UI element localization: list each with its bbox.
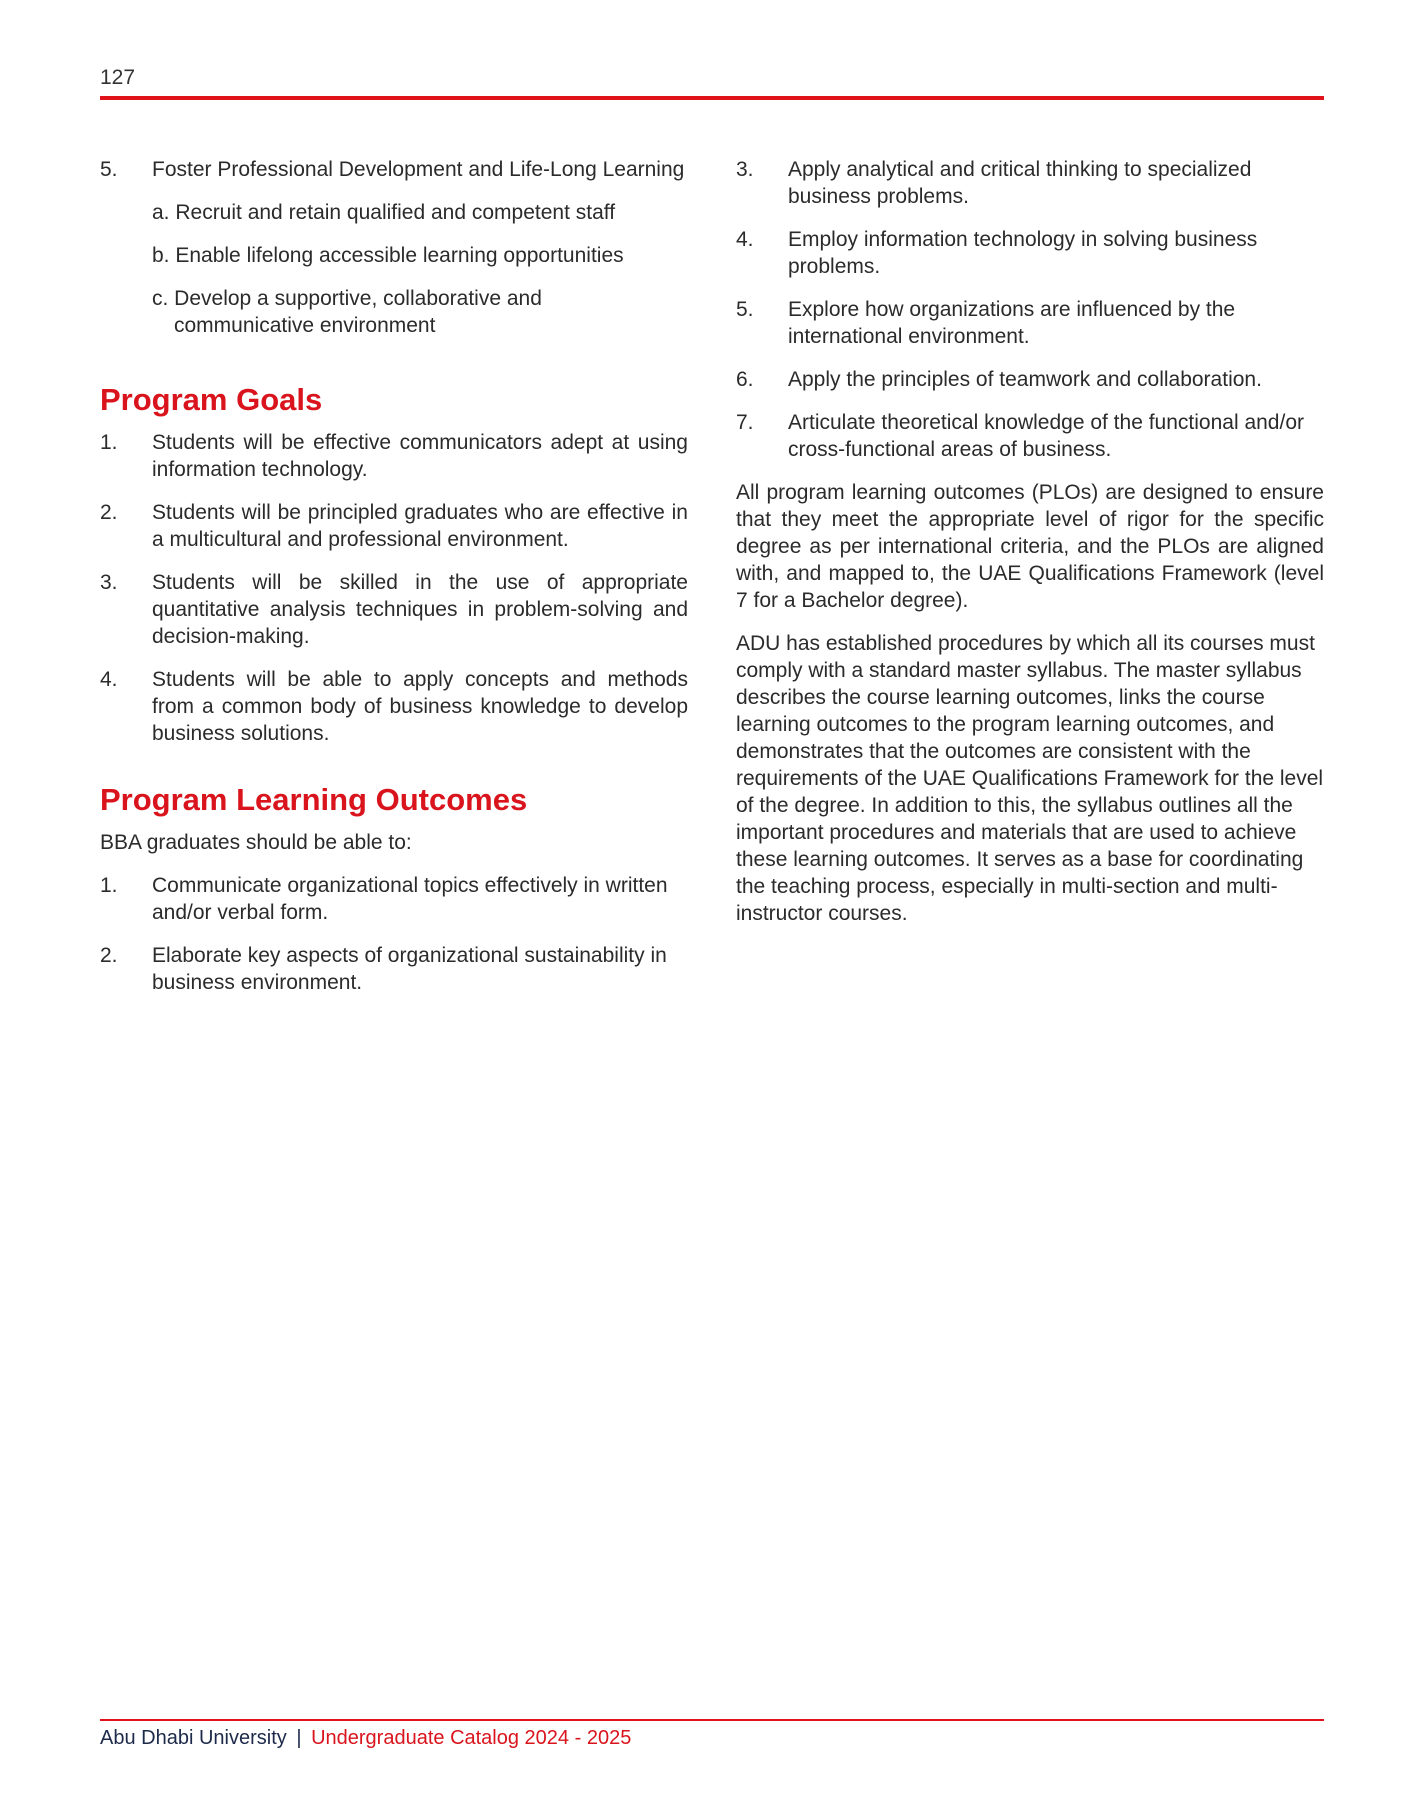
list-number: 1. — [100, 431, 118, 454]
mission-subitem-c: c. Develop a supportive, collaborative and communicative environment — [152, 287, 542, 337]
list-number: 4. — [100, 668, 118, 691]
list-text: Students will be skilled in the use of appropriate quantitative analysis techniques in problem-solving and decision-making. — [152, 571, 688, 648]
list-number: 2. — [100, 501, 118, 524]
list-text: Students will be principled graduates who are effective in a multicultural and professional environment. — [152, 501, 688, 551]
list-number: 3. — [736, 158, 754, 181]
mission-subitem-b: b. Enable lifelong accessible learning opportunities — [152, 244, 624, 267]
footer-separator: | — [296, 1727, 302, 1749]
goal-item-4 — [100, 666, 688, 747]
list-text: Students will be able to apply concepts and methods from a common body of business knowledge to develop business solutions. — [152, 668, 688, 745]
page-number: 127 — [100, 66, 136, 89]
mission-item-5 — [100, 156, 688, 183]
program-goals-heading: Program Goals — [100, 382, 323, 417]
list-text: Communicate organizational topics effectively in written and/or verbal form. — [152, 874, 668, 924]
list-text: Apply the principles of teamwork and collaboration. — [788, 368, 1262, 391]
plo-paragraph-1: All program learning outcomes (PLOs) are designed to ensure that they meet the appropriate level of rigor for the specific degree as per international criteria, and the PLOs are aligned with, and mapped to, the UAE Qualifications Framework (level 7 for a Bachelor degree). — [736, 481, 1324, 612]
plo-item-5 — [736, 296, 1324, 350]
goal-item-2 — [100, 499, 688, 553]
footer-rule — [100, 1719, 1324, 1721]
list-text: Students will be effective communicators adept at using information technology. — [152, 431, 688, 481]
right-column — [736, 156, 1324, 943]
list-number: 1. — [100, 874, 118, 897]
list-number: 5. — [100, 158, 118, 181]
list-text: Foster Professional Development and Life-Long Learning — [152, 158, 685, 181]
plo-item-3 — [736, 156, 1324, 210]
goal-item-3 — [100, 569, 688, 650]
header-rule — [100, 96, 1324, 100]
list-number: 7. — [736, 411, 754, 434]
plo-item-1 — [100, 872, 688, 926]
plo-intro: BBA graduates should be able to: — [100, 831, 412, 854]
plo-paragraph-2: ADU has established procedures by which all its courses must comply with a standard master syllabus. The master syllabus describes the course learning outcomes, links the course learning outcomes to the program learning outcomes, and demonstrates that the outcomes are consistent with the requirements of the UAE Qualifications Framework for the level of the degree. In addition to this, the syllabus outlines all the important procedures and materials that are used to achieve these learning outcomes. It serves as a base for coordinating the teaching process, especially in multi-section and multi-instructor courses. — [736, 632, 1324, 925]
list-number: 2. — [100, 944, 118, 967]
list-number: 5. — [736, 298, 754, 321]
plo-item-4 — [736, 226, 1324, 280]
list-text: Explore how organizations are influenced by the international environment. — [788, 298, 1236, 348]
plo-item-7 — [736, 409, 1324, 463]
plo-item-2 — [100, 942, 688, 996]
list-text: Articulate theoretical knowledge of the functional and/or cross-functional areas of business. — [788, 411, 1304, 461]
list-text: Apply analytical and critical thinking to specialized business problems. — [788, 158, 1252, 208]
list-text: Employ information technology in solving business problems. — [788, 228, 1258, 278]
list-number: 3. — [100, 571, 118, 594]
list-number: 6. — [736, 368, 754, 391]
mission-subitem-a: a. Recruit and retain qualified and competent staff — [152, 201, 616, 224]
list-number: 4. — [736, 228, 754, 251]
list-text: Elaborate key aspects of organizational sustainability in business environment. — [152, 944, 667, 994]
plo-item-6 — [736, 366, 1324, 393]
goal-item-1 — [100, 429, 688, 483]
left-column — [100, 156, 688, 1012]
footer-catalog: Undergraduate Catalog 2024 - 2025 — [311, 1727, 632, 1749]
program-learning-outcomes-heading: Program Learning Outcomes — [100, 782, 528, 817]
footer — [100, 1725, 631, 1751]
footer-university: Abu Dhabi University — [100, 1727, 287, 1749]
